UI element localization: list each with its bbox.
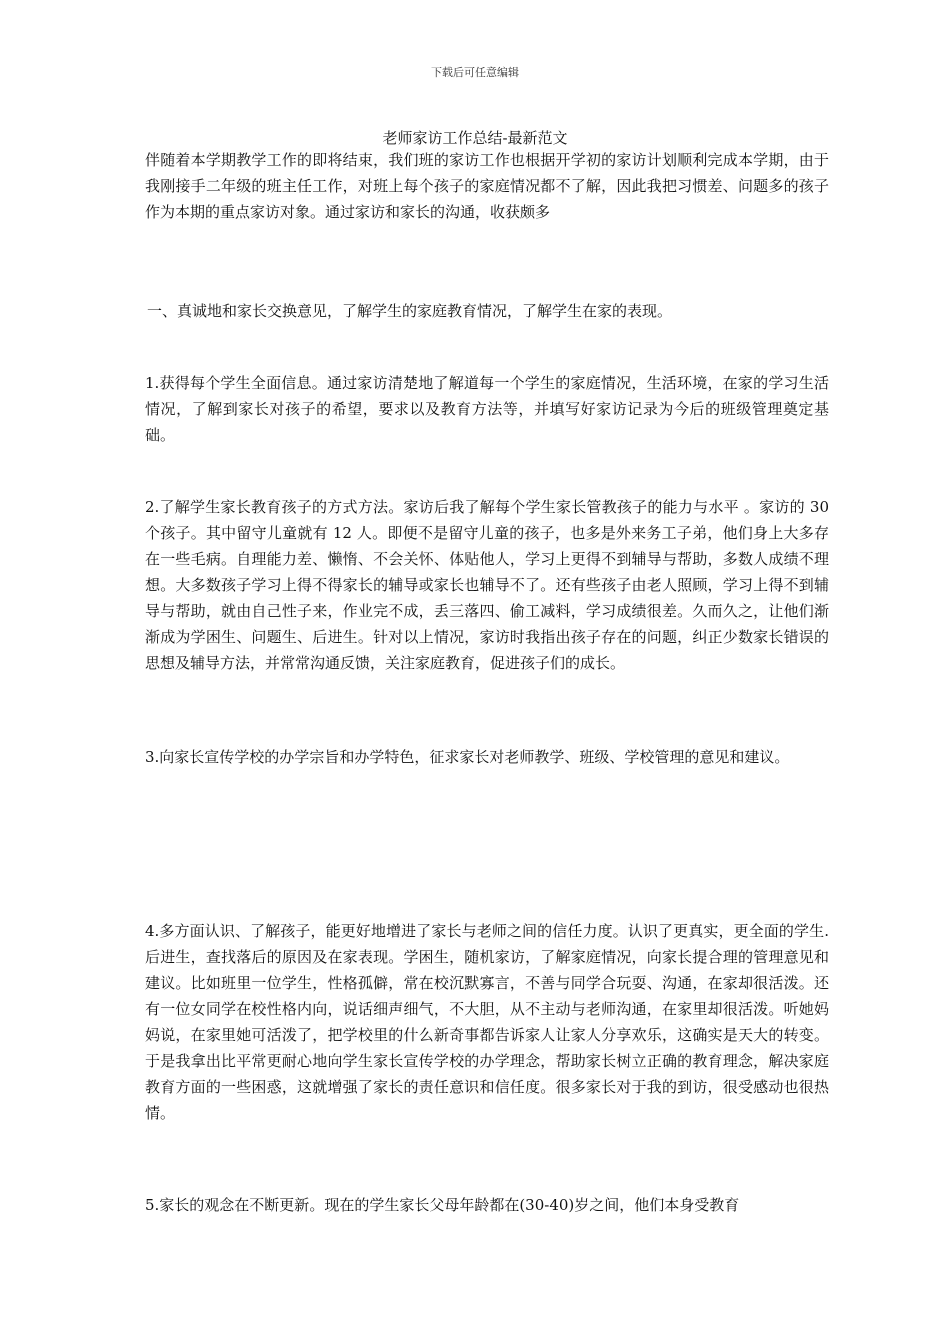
download-note: 下载后可任意编辑 <box>431 66 519 79</box>
paragraph-3: 3.向家长宣传学校的办学宗旨和办学特色，征求家长对老师教学、班级、学校管理的意见和建议。 <box>145 748 790 766</box>
paragraph-4: 4.多方面认识、了解孩子，能更好地增进了家长与老师之间的信任力度。认识了更真实，更全面的学生. 后进生，查找落后的原因及在家表现。学困生，随机家访，了解家庭情况，向家长提合理的管理意见和建议。比如班里一位学生，性格孤僻，常在校沉默寡言，不善与同学合玩耍、沟通，在家却很活泼。还有一位女同学在校性格内向，说话细声细气，不大胆，从不主动与老师沟通，在家里却很活泼。听她妈妈说，在家里她可活泼了，把学校里的什么新奇事都告诉家人让家人分享欢乐，这确实是天大的转变。于是我拿出比平常更耐心地向学生家长宣传学校的办学理念，帮助家长树立正确的教育理念，解决家庭教育方面的一些困惑，这就增强了家长的责任意识和信任度。很多家长对于我的到访，很受感动也很热情。 <box>145 922 829 1122</box>
paragraph-1: 1.获得每个学生全面信息。通过家访清楚地了解道每一个学生的家庭情况，生活环境，在家的学习生活情况，了解到家长对孩子的希望，要求以及教育方法等，并填写好家访记录为今后的班级管理奠定基础。 <box>145 374 829 444</box>
intro-paragraph: 伴随着本学期教学工作的即将结束，我们班的家访工作也根据开学初的家访计划顺利完成本学期，由于我刚接手二年级的班主任工作，对班上每个孩子的家庭情况都不了解，因此我把习惯差、问题多的孩子作为本期的重点家访对象。通过家访和家长的沟通，收获颇多 <box>145 151 829 221</box>
paragraph-5: 5.家长的观念在不断更新。现在的学生家长父母年龄都在(30-40)岁之间，他们本身受教育 <box>145 1196 740 1214</box>
document-title: 老师家访工作总结-最新范文 <box>382 129 568 147</box>
paragraph-2: 2.了解学生家长教育孩子的方式方法。家访后我了解每个学生家长管教孩子的能力与水平 。家访的 30 个孩子。其中留守儿童就有 12 人。即便不是留守儿童的孩子，也多是外来务工子弟，他们身上大多存在一些毛病。自理能力差、懒惰、不会关怀、体贴他人，学习上更得不到辅导与帮助，多数人成绩不理想。大多数孩子学习上得不得家长的辅导或家长也辅导不了。还有些孩子由老人照顾，学习上得不到辅导与帮助，就由自己性子来，作业完不成，丢三落四、偷工减料，学习成绩很差。久而久之，让他们渐渐成为学困生、问题生、后进生。针对以上情况，家访时我指出孩子存在的问题，纠正少数家长错误的思想及辅导方法，并常常沟通反馈，关注家庭教育，促进孩子们的成长。 <box>145 498 829 672</box>
section-heading: 一、真诚地和家长交换意见，了解学生的家庭教育情况，了解学生在家的表现。 <box>147 302 673 320</box>
